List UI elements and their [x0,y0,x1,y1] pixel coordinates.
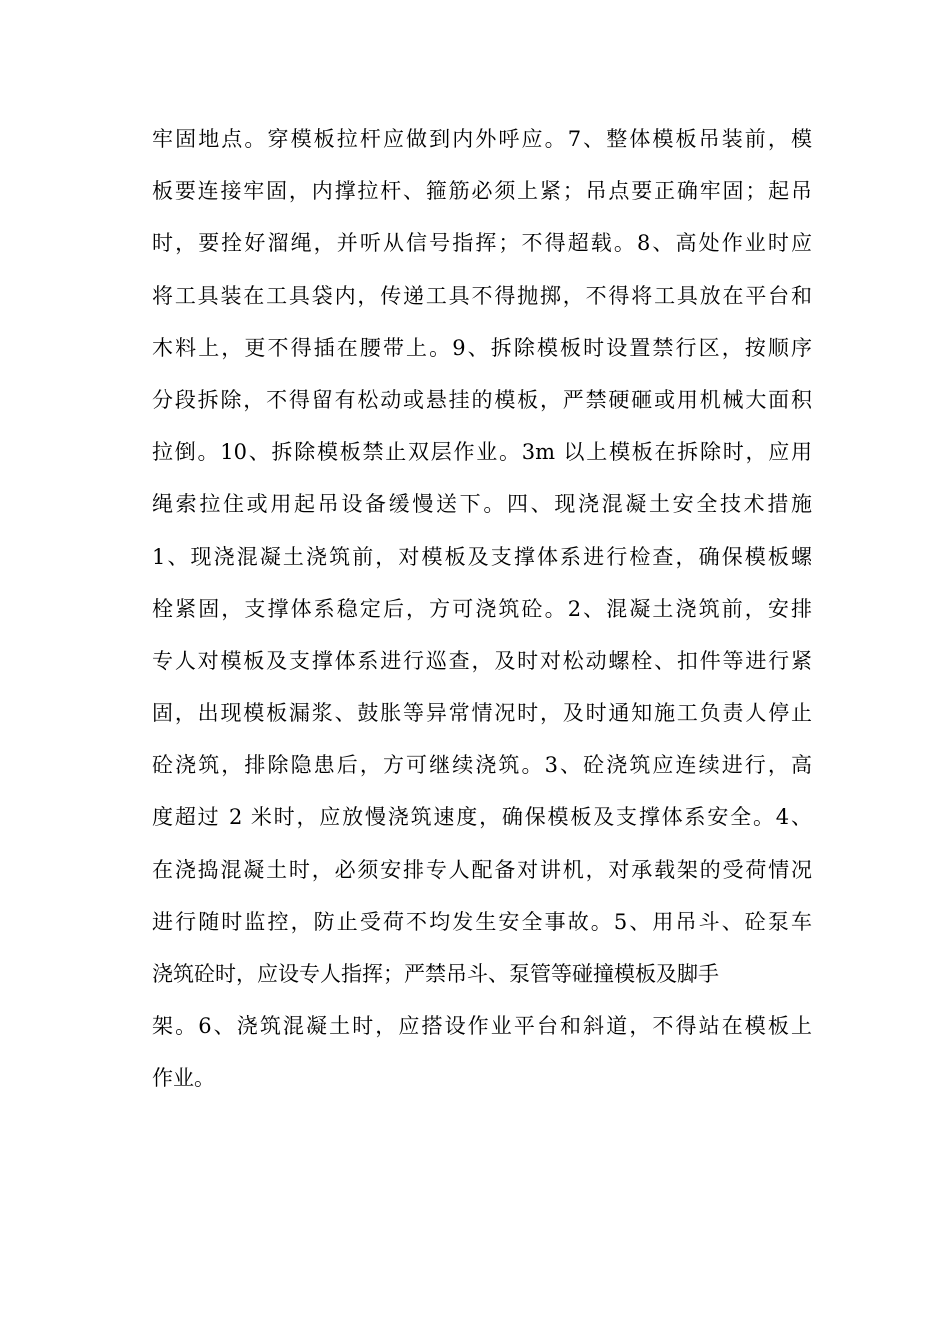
text-line: 架。6、浇筑混凝土时，应搭设作业平台和斜道，不得站在模板上 [152,1014,812,1039]
text-line: 木料上，更不得插在腰带上。9、拆除模板时设置禁行区，按顺序 [152,335,812,360]
text-line: 度超过 2 米时，应放慢浇筑速度，确保模板及支撑体系安全。4、 [152,805,812,830]
text-line: 作业。 [152,1066,215,1091]
text-line: 分段拆除，不得留有松动或悬挂的模板，严禁硬砸或用机械大面积 [152,387,812,412]
text-line: 板要连接牢固，内撑拉杆、箍筋必须上紧；吊点要正确牢固；起吊 [152,179,812,204]
text-line: 牢固地点。穿模板拉杆应做到内外呼应。7、整体模板吊装前，模 [152,127,812,151]
text-line: 专人对模板及支撑体系进行巡查，及时对松动螺栓、扣件等进行紧 [152,648,812,673]
text-line: 1、现浇混凝土浇筑前，对模板及支撑体系进行检查，确保模板螺 [152,544,812,569]
text-line: 绳索拉住或用起吊设备缓慢送下。四、现浇混凝土安全技术措施 [152,492,812,517]
text-line: 栓紧固，支撑体系稳定后，方可浇筑砼。2、混凝土浇筑前，安排 [152,596,812,621]
text-line: 时，要拴好溜绳，并听从信号指挥；不得超载。8、高处作业时应 [152,231,812,256]
body-text [152,113,812,1105]
text-line: 进行随时监控，防止受荷不均发生安全事故。5、用吊斗、砼泵车 [152,909,812,934]
text-line: 拉倒。10、拆除模板禁止双层作业。3m 以上模板在拆除时，应用 [152,440,812,465]
text-line: 将工具装在工具袋内，传递工具不得抛掷，不得将工具放在平台和 [152,283,812,308]
text-line: 砼浇筑，排除隐患后，方可继续浇筑。3、砼浇筑应连续进行，高 [152,753,812,778]
text-line: 浇筑砼时，应设专人指挥；严禁吊斗、泵管等碰撞模板及脚手 [152,962,719,986]
text-line: 固，出现模板漏浆、鼓胀等异常情况时，及时通知施工负责人停止 [152,701,812,726]
text-line: 在浇捣混凝土时，必须安排专人配备对讲机，对承载架的受荷情况 [152,857,812,882]
